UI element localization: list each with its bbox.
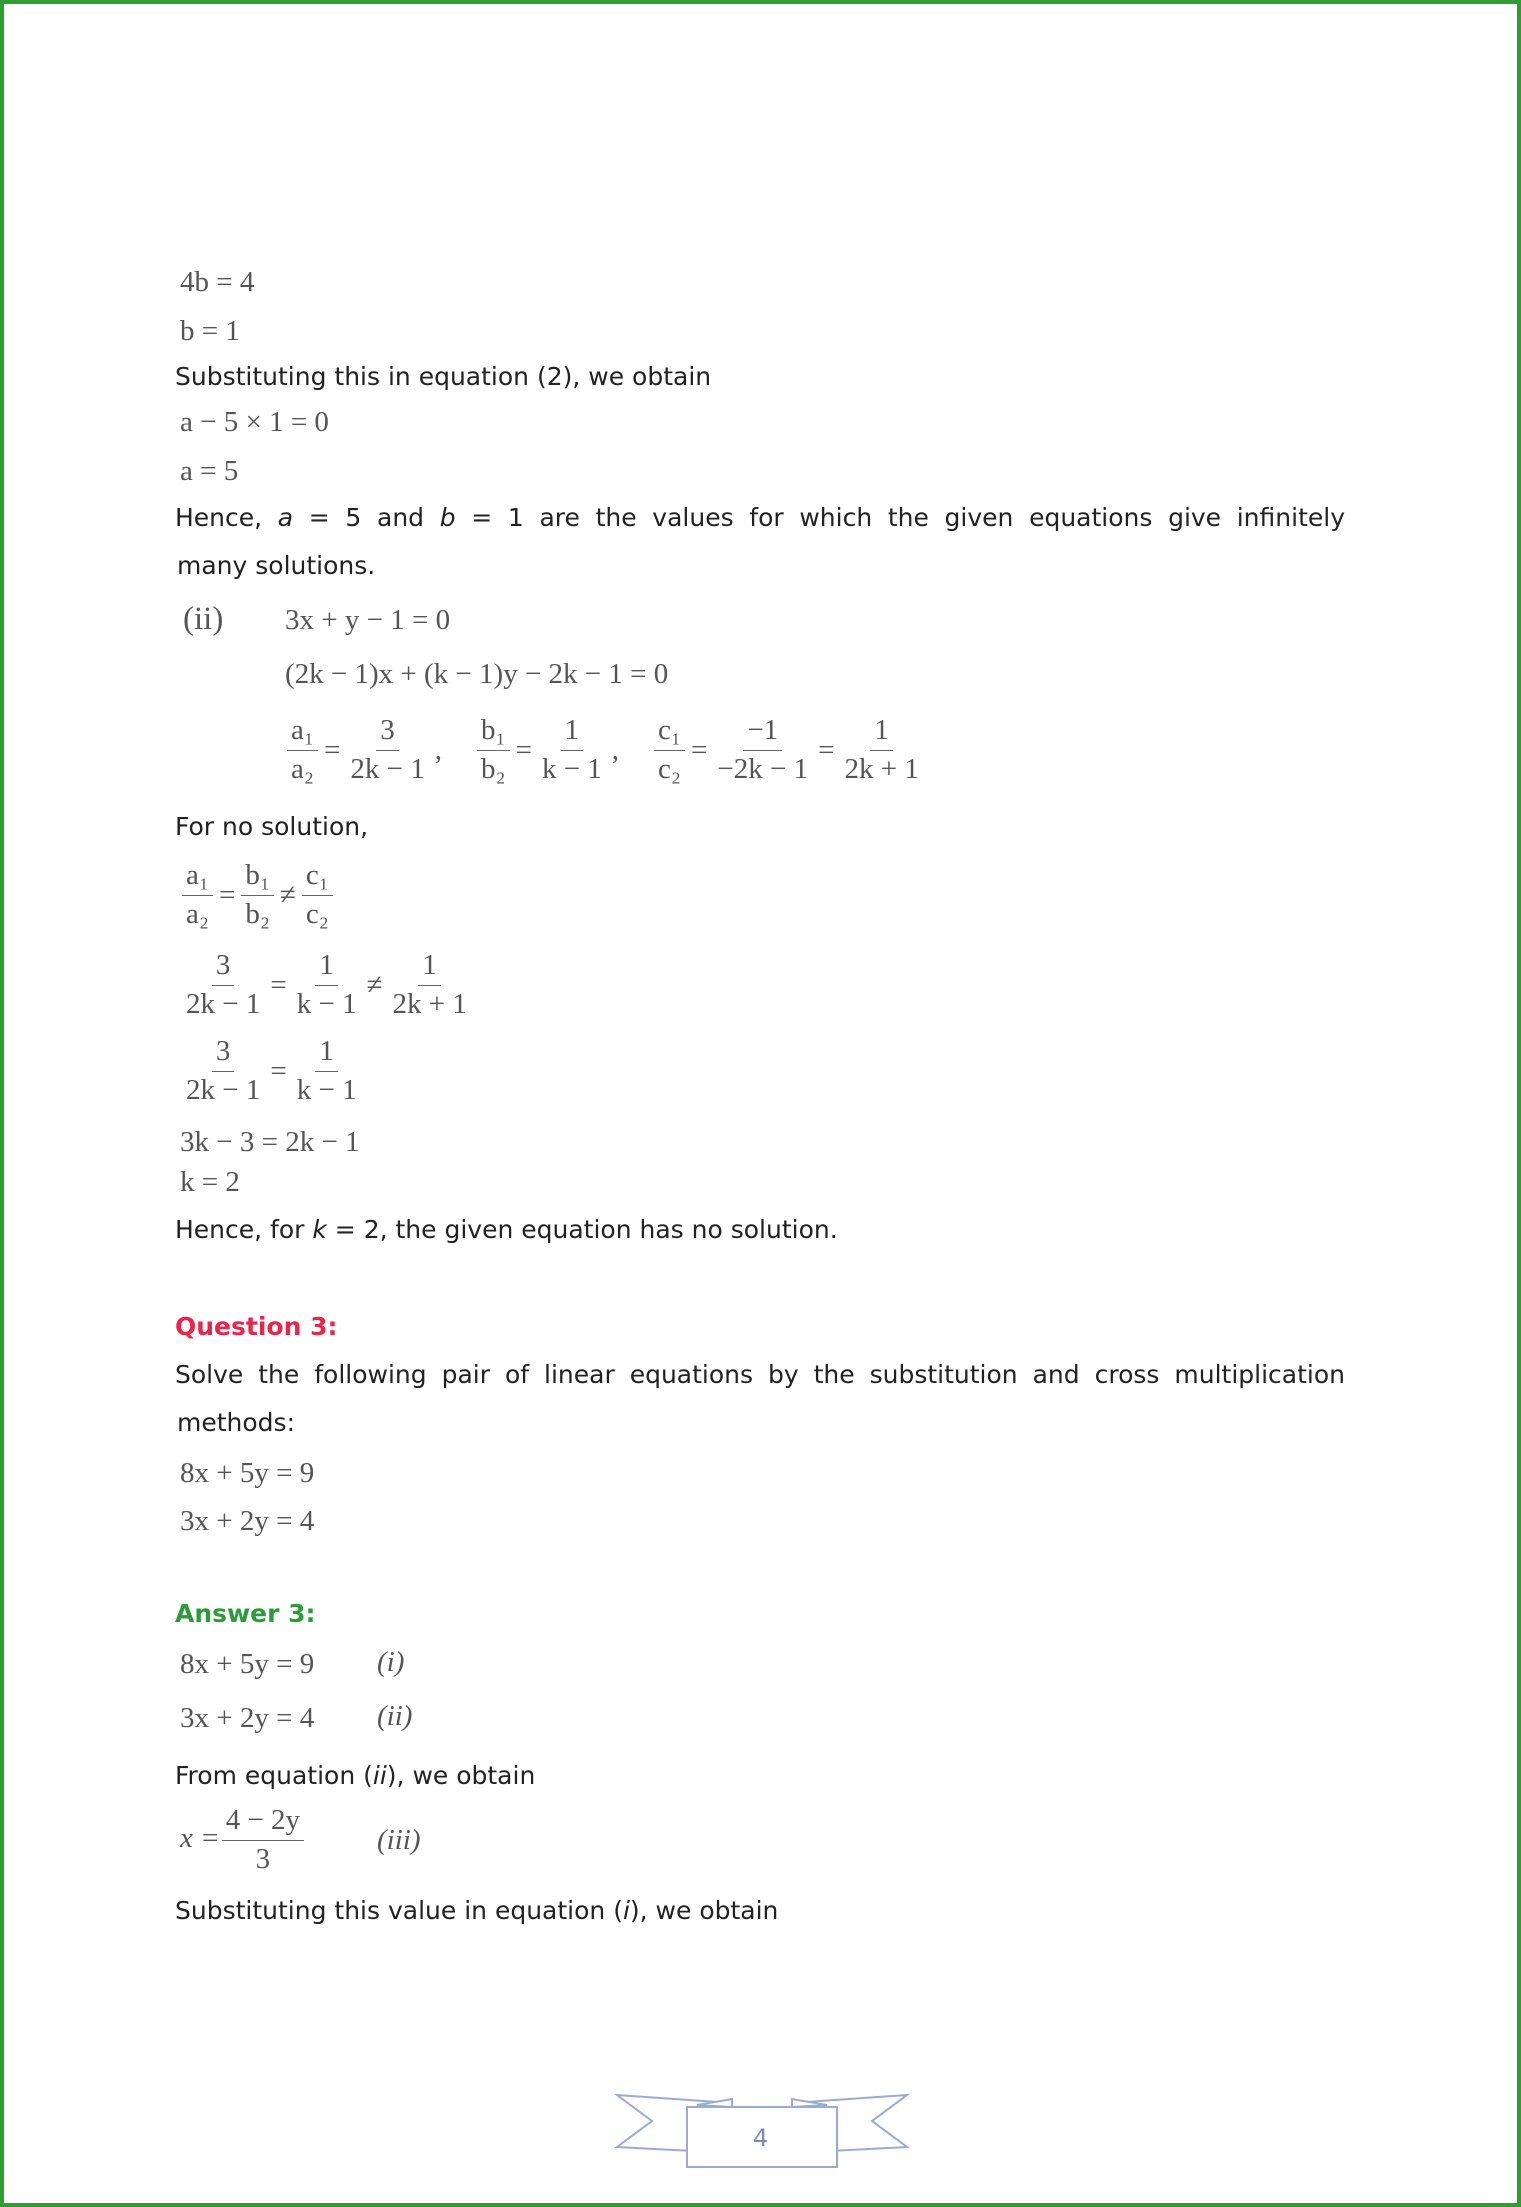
question-3-heading: Question 3:	[175, 1312, 338, 1341]
part-label-ii: (ii)	[183, 601, 224, 637]
equation-a-eq-5: a = 5	[180, 455, 239, 487]
answer-eq-i-label: (i)	[377, 1646, 405, 1678]
answer-eq-iii-label: (iii)	[377, 1824, 421, 1856]
conclusion-no-solution: Hence, for k = 2, the given equation has no solution.	[175, 1215, 838, 1244]
answer-eq-iii: x = $\frac{4 - 2y}{3}$	[180, 1805, 306, 1876]
equation-3x-y: 3x + y − 1 = 0	[285, 604, 451, 636]
text-for-no-solution: For no solution,	[175, 812, 369, 841]
answer-eq-ii-label: (ii)	[377, 1700, 413, 1732]
equation-3k-3: 3k − 3 = 2k − 1	[180, 1126, 360, 1158]
equation-2k-1: (2k − 1)x + (k − 1)y − 2k − 1 = 0	[285, 658, 669, 690]
text-substituting-in-i: Substituting this value in equation (i), we obtain	[175, 1896, 779, 1925]
equation-4b-eq-4: 4b = 4	[180, 266, 255, 298]
condition-step3: $\frac{3}{2k - 1}$ = $\frac{1}{k - 1}$	[186, 1035, 357, 1106]
conclusion-line2: many solutions.	[177, 551, 376, 580]
text-from-equation-ii: From equation (ii), we obtain	[175, 1761, 536, 1790]
page-number: 4	[752, 2124, 769, 2152]
conclusion-infinite-solutions: Hence, a = 5 and b = 1 are the values for which the given equations give infinitely	[175, 503, 1345, 532]
question-eq-3x-2y: 3x + 2y = 4	[180, 1505, 315, 1537]
answer-eq-ii: 3x + 2y = 4	[180, 1702, 315, 1734]
question-eq-8x-5y: 8x + 5y = 9	[180, 1457, 315, 1489]
condition-ratios: $\frac{\text{a₁}}{\text{a₂}}$ = $\frac{\text{b₁}}{\text{b₂}}$ ≠ $\frac{\text{c₁}}{\text{c₂}}$	[180, 860, 335, 931]
question-3-text-line2: methods:	[177, 1408, 295, 1437]
text-substituting-eq2: Substituting this in equation (2), we obtain	[175, 362, 712, 391]
answer-eq-i: 8x + 5y = 9	[180, 1648, 315, 1680]
question-3-text: Solve the following pair of linear equations by the substitution and cross multiplication	[175, 1360, 1345, 1389]
condition-step2: $\frac{3}{2k - 1}$ = $\frac{1}{k - 1}$ ≠ $\frac{1}{2k + 1}$	[186, 949, 467, 1020]
equation-a-minus-5: a − 5 × 1 = 0	[180, 406, 329, 438]
equation-k-eq-2: k = 2	[180, 1166, 240, 1198]
equation-b-eq-1: b = 1	[180, 315, 240, 347]
answer-3-heading: Answer 3:	[175, 1599, 316, 1628]
ratios-row: $\frac{\text{a₁}}{\text{a₂}}$ = $\frac{3}{2k - 1}$ , $\frac{\text{b₁}}{\text{b₂}}$ = $\frac{1}{k - 1}$ , $\frac{\text{c₁}}{\text{c₂}}$ = $\frac{-1}{-2k - 1}$ = $\frac{1}{2k + 1}$	[285, 715, 925, 786]
